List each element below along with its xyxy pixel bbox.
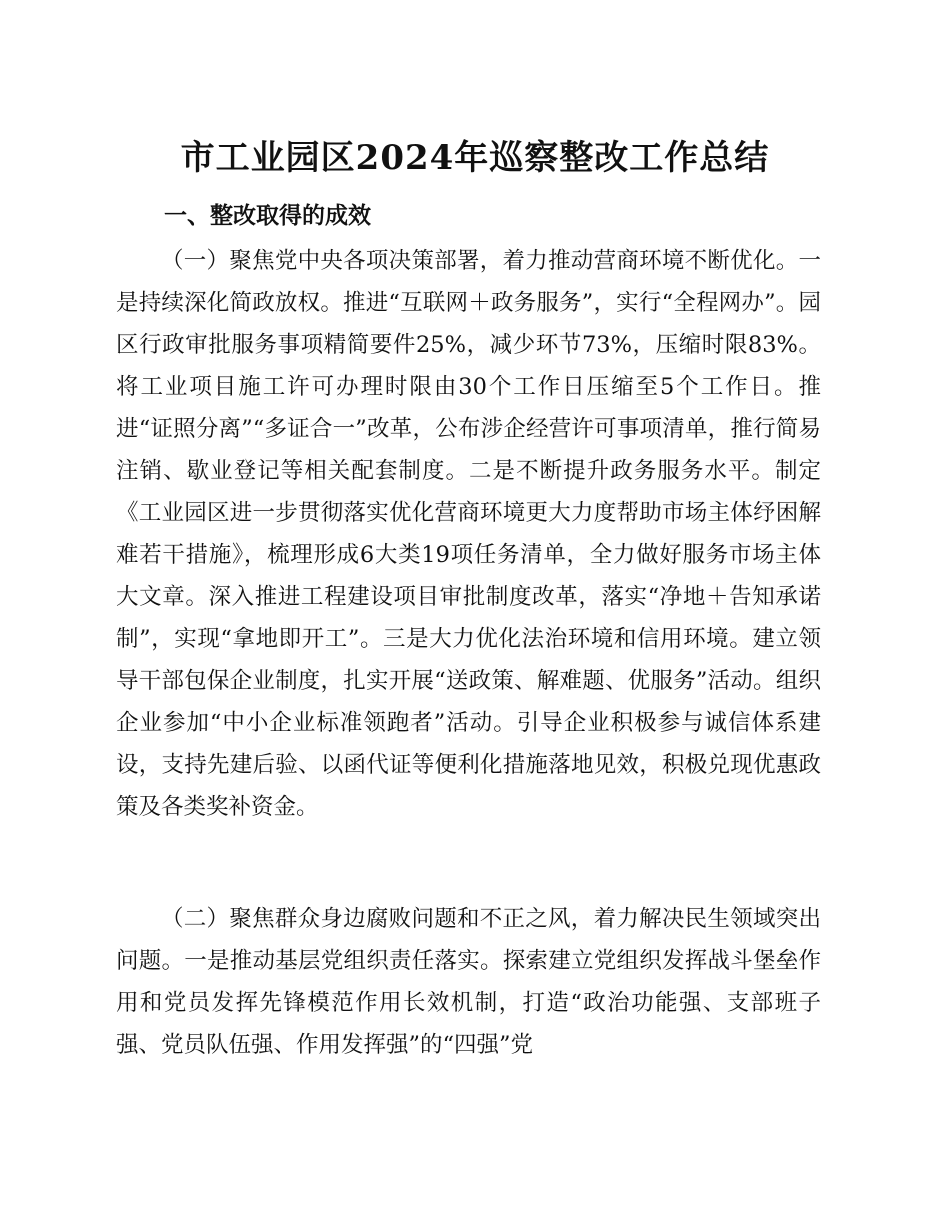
body-paragraph-2: （二）聚焦群众身边腐败问题和不正之风，着力解决民生领域突出问题。一是推动基层党组织责任落实。探索建立党组织发挥战斗堡垒作用和党员发挥先锋模范作用长效机制，打造“政治功能强、支部班子强、党员队伍强、作用发挥强”的“四强”党 xyxy=(116,906,821,1058)
section-heading: 一、整改取得的成效 xyxy=(164,203,371,229)
body-paragraph-1: （一）聚焦党中央各项决策部署，着力推动营商环境不断优化。一是持续深化简政放权。推进“互联网＋政务服务”，实行“全程网办”。园区行政审批服务事项精简要件25%，减少环节73%，压缩时限83%。将工业项目施工许可办理时限由30个工作日压缩至5个工作日。推进“证照分离”“多证合一”改革，公布涉企经营许可事项清单，推行简易注销、歇业登记等相关配套制度。二是不断提升政务服务水平。制定《工业园区进一步贯彻落实优化营商环境更大力度帮助市场主体纾困解难若干措施》，梳理形成6大类19项任务清单，全力做好服务市场主体大文章。深入推进工程建设项目审批制度改革，落实“净地＋告知承诺制”，实现“拿地即开工”。三是大力优化法治环境和信用环境。建立领导干部包保企业制度，扎实开展“送政策、解难题、优服务”活动。组织企业参加“中小企业标准领跑者”活动。引导企业积极参与诚信体系建设，支持先建后验、以函代证等便利化措施落地见效，积极兑现优惠政策及各类奖补资金。 xyxy=(116,248,821,820)
document-title: 市工业园区2024年巡察整改工作总结 xyxy=(180,138,770,178)
